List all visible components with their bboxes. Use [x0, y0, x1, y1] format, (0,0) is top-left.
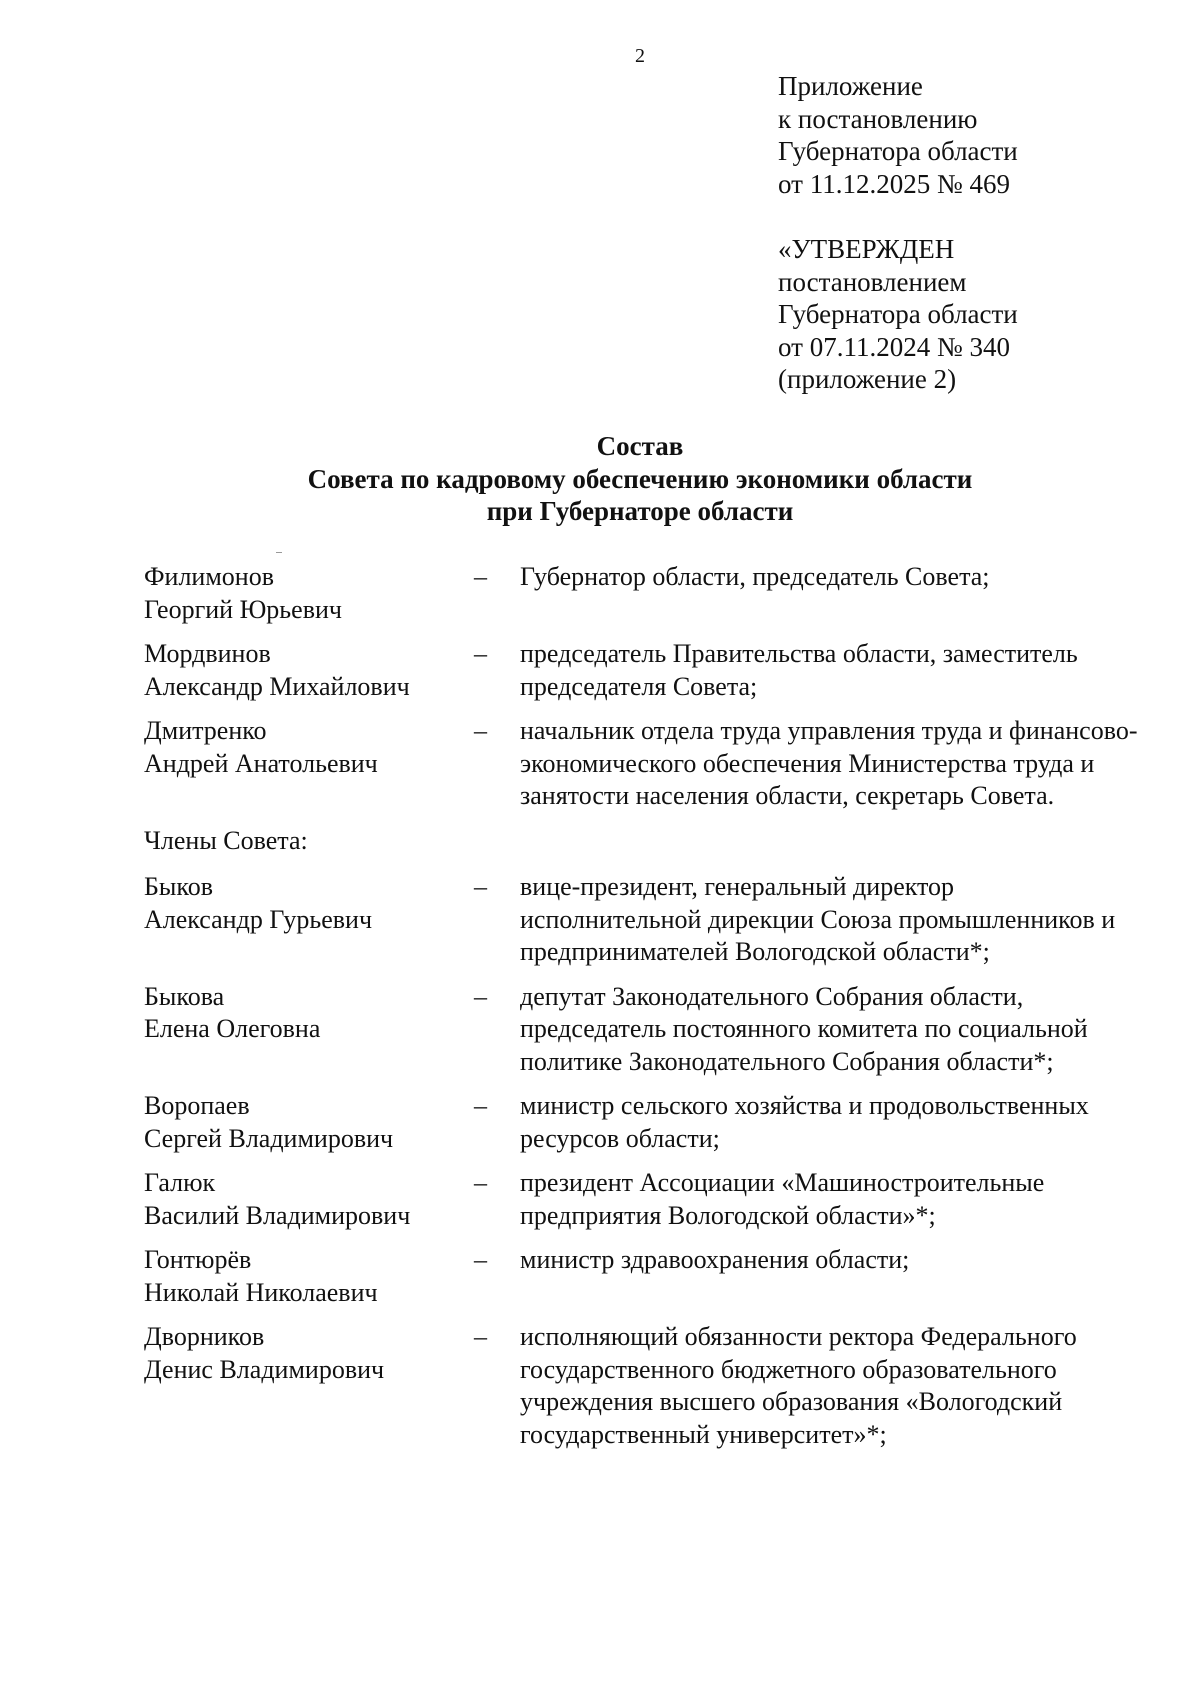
member-role: президент Ассоциации «Машиностроительные предприятия Вологодской области»*; [520, 1168, 1045, 1230]
title-line: Совета по кадровому обеспечению экономики области [307, 463, 973, 494]
approval-line: «УТВЕРЖДЕН [778, 234, 955, 264]
dash-separator: – [474, 562, 487, 591]
appendix-line: Губернатора области [778, 136, 1018, 166]
member-row [144, 715, 1144, 813]
dash-separator: – [474, 1322, 487, 1351]
member-surname: Дмитренко [144, 716, 267, 745]
dash-separator: – [474, 872, 487, 901]
member-surname: Филимонов [144, 562, 274, 591]
member-surname: Дворников [144, 1322, 265, 1351]
member-role: министр сельского хозяйства и продовольственных ресурсов области; [520, 1091, 1089, 1153]
appendix-line: от 11.12.2025 № 469 [778, 168, 1010, 199]
member-surname: Быкова [144, 981, 225, 1011]
member-name [144, 1244, 474, 1309]
page-number: 2 [635, 45, 645, 67]
member-row [144, 1090, 1144, 1155]
member-given-names: Денис Владимирович [144, 1354, 385, 1384]
title-line: при Губернаторе области [486, 496, 794, 526]
approval-line: (приложение 2) [778, 364, 957, 394]
member-row [144, 1167, 1144, 1232]
document-title [0, 430, 1200, 528]
member-row [144, 638, 1144, 703]
member-name [144, 561, 474, 626]
divider-mark [276, 552, 282, 553]
members-label: Члены Совета: [144, 825, 308, 855]
member-name [144, 715, 474, 813]
member-surname: Галюк [144, 1168, 216, 1197]
dash-separator: – [474, 1168, 487, 1197]
member-surname: Воропаев [144, 1091, 250, 1120]
member-name [144, 1167, 474, 1232]
appendix-line: к постановлению [778, 103, 978, 134]
approval-line: Губернатора области [778, 299, 1018, 329]
member-row [144, 1244, 1144, 1309]
member-row [144, 1321, 1144, 1451]
member-surname: Быков [144, 872, 213, 901]
member-row [144, 561, 1144, 626]
title-line: Состав [596, 431, 684, 461]
dash-separator: – [474, 1245, 487, 1274]
member-role: исполняющий обязанности ректора Федерального государственного бюджетного образовательного учреждения высшего образования «Вологодский государственный университет»*; [520, 1322, 1077, 1449]
member-role: министр здравоохранения области; [520, 1245, 910, 1274]
appendix-line: Приложение [778, 71, 923, 101]
member-surname: Мордвинов [144, 639, 271, 668]
member-given-names: Василий Владимирович [144, 1200, 411, 1230]
dash-separator: – [474, 1091, 487, 1120]
approval-line: постановлением [778, 266, 967, 297]
member-role: начальник отдела труда управления труда и финансово-экономического обеспечения Министерства труда и занятости населения области, секретарь Совета. [520, 716, 1138, 810]
member-role: депутат Законодательного Собрания области, председатель постоянного комитета по социальной политике Законодательного Собрания области*; [520, 981, 1088, 1076]
member-surname: Гонтюрёв [144, 1245, 252, 1274]
dash-separator: – [474, 981, 487, 1011]
member-name [144, 1090, 474, 1155]
member-given-names: Александр Гурьевич [144, 904, 373, 934]
member-name [144, 871, 474, 969]
approval-line: от 07.11.2024 № 340 [778, 331, 1010, 362]
appendix-reference [778, 70, 1018, 200]
dash-separator: – [474, 639, 487, 668]
member-row [144, 871, 1144, 969]
member-given-names: Андрей Анатольевич [144, 748, 378, 778]
member-name [144, 981, 474, 1079]
approval-reference [778, 233, 1018, 396]
member-given-names: Елена Олеговна [144, 1014, 321, 1043]
member-role: Губернатор области, председатель Совета; [520, 562, 990, 591]
member-role: председатель Правительства области, заместитель председателя Совета; [520, 639, 1078, 701]
member-name [144, 638, 474, 703]
member-given-names: Николай Николаевич [144, 1277, 378, 1307]
dash-separator: – [474, 716, 487, 745]
member-given-names: Сергей Владимирович [144, 1123, 394, 1153]
council-composition [144, 561, 1144, 1463]
member-given-names: Александр Михайлович [144, 671, 410, 701]
member-row [144, 981, 1144, 1079]
member-given-names: Георгий Юрьевич [144, 594, 342, 624]
member-role: вице-президент, генеральный директор исполнительной дирекции Союза промышленников и предпринимателей Вологодской области*; [520, 872, 1116, 966]
member-name [144, 1321, 474, 1451]
